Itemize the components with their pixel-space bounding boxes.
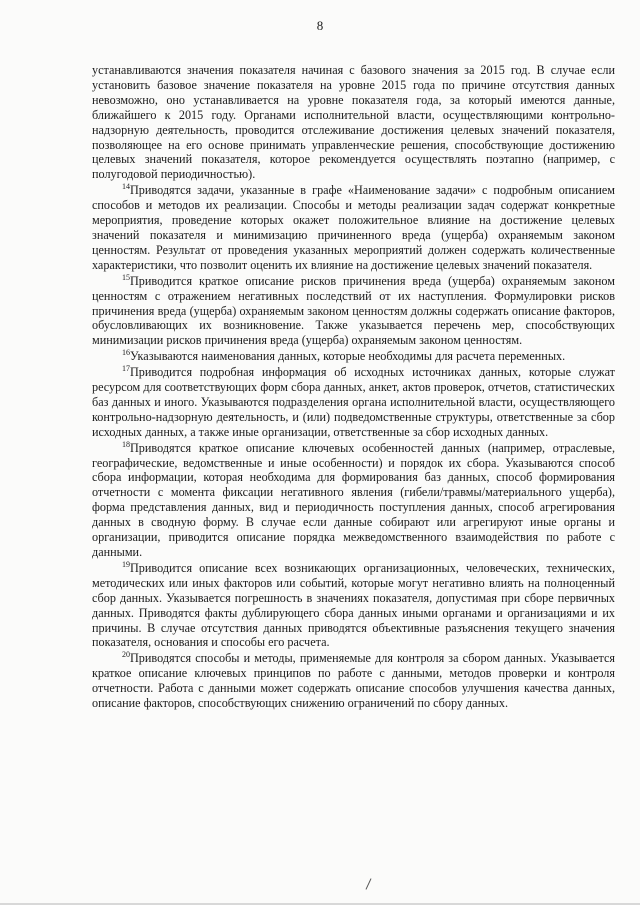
footnote-number: 20 xyxy=(122,650,130,660)
footnote-14 xyxy=(92,183,615,272)
footnote-18 xyxy=(92,441,615,560)
footnote-number: 16 xyxy=(122,348,130,358)
scan-mark xyxy=(366,878,372,889)
footnote-number: 18 xyxy=(122,439,130,449)
footnote-text: Приводится описание всех возникающих организационных, человеческих, технических, методических или иных факторов или событий, которые могут негативно влиять на полноценный сбор данных. Указывается погрешность в значениях показателя, допустимая при сборе первичных данных. Приводятся факты дублирующего сбора данных иными органами и организациями и их причины. В случае отсутствия данных приводятся объективные разъяснения текущего значения показателя, основания и способы его расчета. xyxy=(92,560,615,650)
footnote-19 xyxy=(92,561,615,650)
footnote-text: Приводится подробная информация об исходных источниках данных, которые служат ресурсом для соответствующих форм сбора данных, анкет, актов проверок, отчетов, статистических баз данных и иного. Указываются подразделения органа исполнительной власти, осуществляющего контрольно-надзорную деятельность, и (или) подведомственные структуры, ответственные за сбор исходных данных, а также иные организации, ответственные за сбор исходных данных. xyxy=(92,365,615,439)
footnote-text: Указываются наименования данных, которые необходимы для расчета переменных. xyxy=(130,349,566,364)
document-body xyxy=(92,63,615,712)
paragraph-continuation: устанавливаются значения показателя начиная с базового значения за 2015 год. В случае если установить базовое значение показателя на уровне 2015 года по причине отсутствия данных невозможно, оно устанавливается на уровне показателя года, за который имеются данные, ближайшего к 2015 году. Органами исполнительной власти, осуществляющими контрольно-надзорную деятельность, проводится отслеживание достижения целевых значений показателя, позволяющее на его основе принимать управленческие решения, способствующие достижению целевых значений показателя, которое рекомендуется осуществлять поэтапно (например, с полугодовой периодичностью). xyxy=(92,63,615,182)
footnote-15 xyxy=(92,274,615,349)
footnote-number: 17 xyxy=(122,364,130,374)
page-number: 8 xyxy=(316,18,324,33)
footnote-20 xyxy=(92,651,615,711)
footnote-number: 14 xyxy=(122,182,130,192)
footnote-17 xyxy=(92,365,615,440)
footnote-text: Приводится краткое описание рисков причинения вреда (ущерба) охраняемым законом ценностям с отражением негативных последствий от их наступления. Формулировки рисков причинения вреда (ущерба) охраняемым законом ценностям должны содержать описание факторов, обусловливающих их возникновение. Также указывается перечень мер, способствующих минимизации рисков причинения вреда (ущерба) охраняемым законом ценностям. xyxy=(92,273,615,348)
footnote-text: Приводятся задачи, указанные в графе «Наименование задачи» с подробным описанием способов и методов их реализации. Способы и методы реализации задач содержат конкретные мероприятия, проведение которых окажет положительное влияние на достижение целевых значений показателя и минимизацию причиненного вреда (ущерба) охраняемым законом ценностям. Результат от проведения указанных мероприятий должен содержать количественные характеристики, что позволит оценить их влияние на достижение целевых значений показателя. xyxy=(92,183,615,272)
footnote-text: Приводятся способы и методы, применяемые для контроля за сбором данных. Указывается краткое описание ключевых принципов по работе с данными, методов проверки и контроля отчетности. Работа с данными может содержать описание способов улучшения качества данных, описание факторов, способствующих снижению ограничений по сбору данных. xyxy=(92,651,615,711)
footnote-number: 15 xyxy=(122,272,130,282)
footnote-text: Приводятся краткое описание ключевых особенностей данных (например, отраслевые, географические, ведомственные и иные особенности) и порядок их сбора. Указываются способ сбора информации, которая необходима для формирования баз данных, способ формирования отчетности с момента фиксации негативного явления (гибели/травмы/материального ущерба), форма представления данных, вид и периодичность поступления данных, способ агрегирования данных в сводную форму. В случае если данные собирают или агрегируют иные органы и организации, приводится описание порядка межведомственного взаимодействия по работе с данными. xyxy=(92,440,615,559)
footnote-16 xyxy=(92,349,615,364)
footnote-number: 19 xyxy=(122,559,130,569)
